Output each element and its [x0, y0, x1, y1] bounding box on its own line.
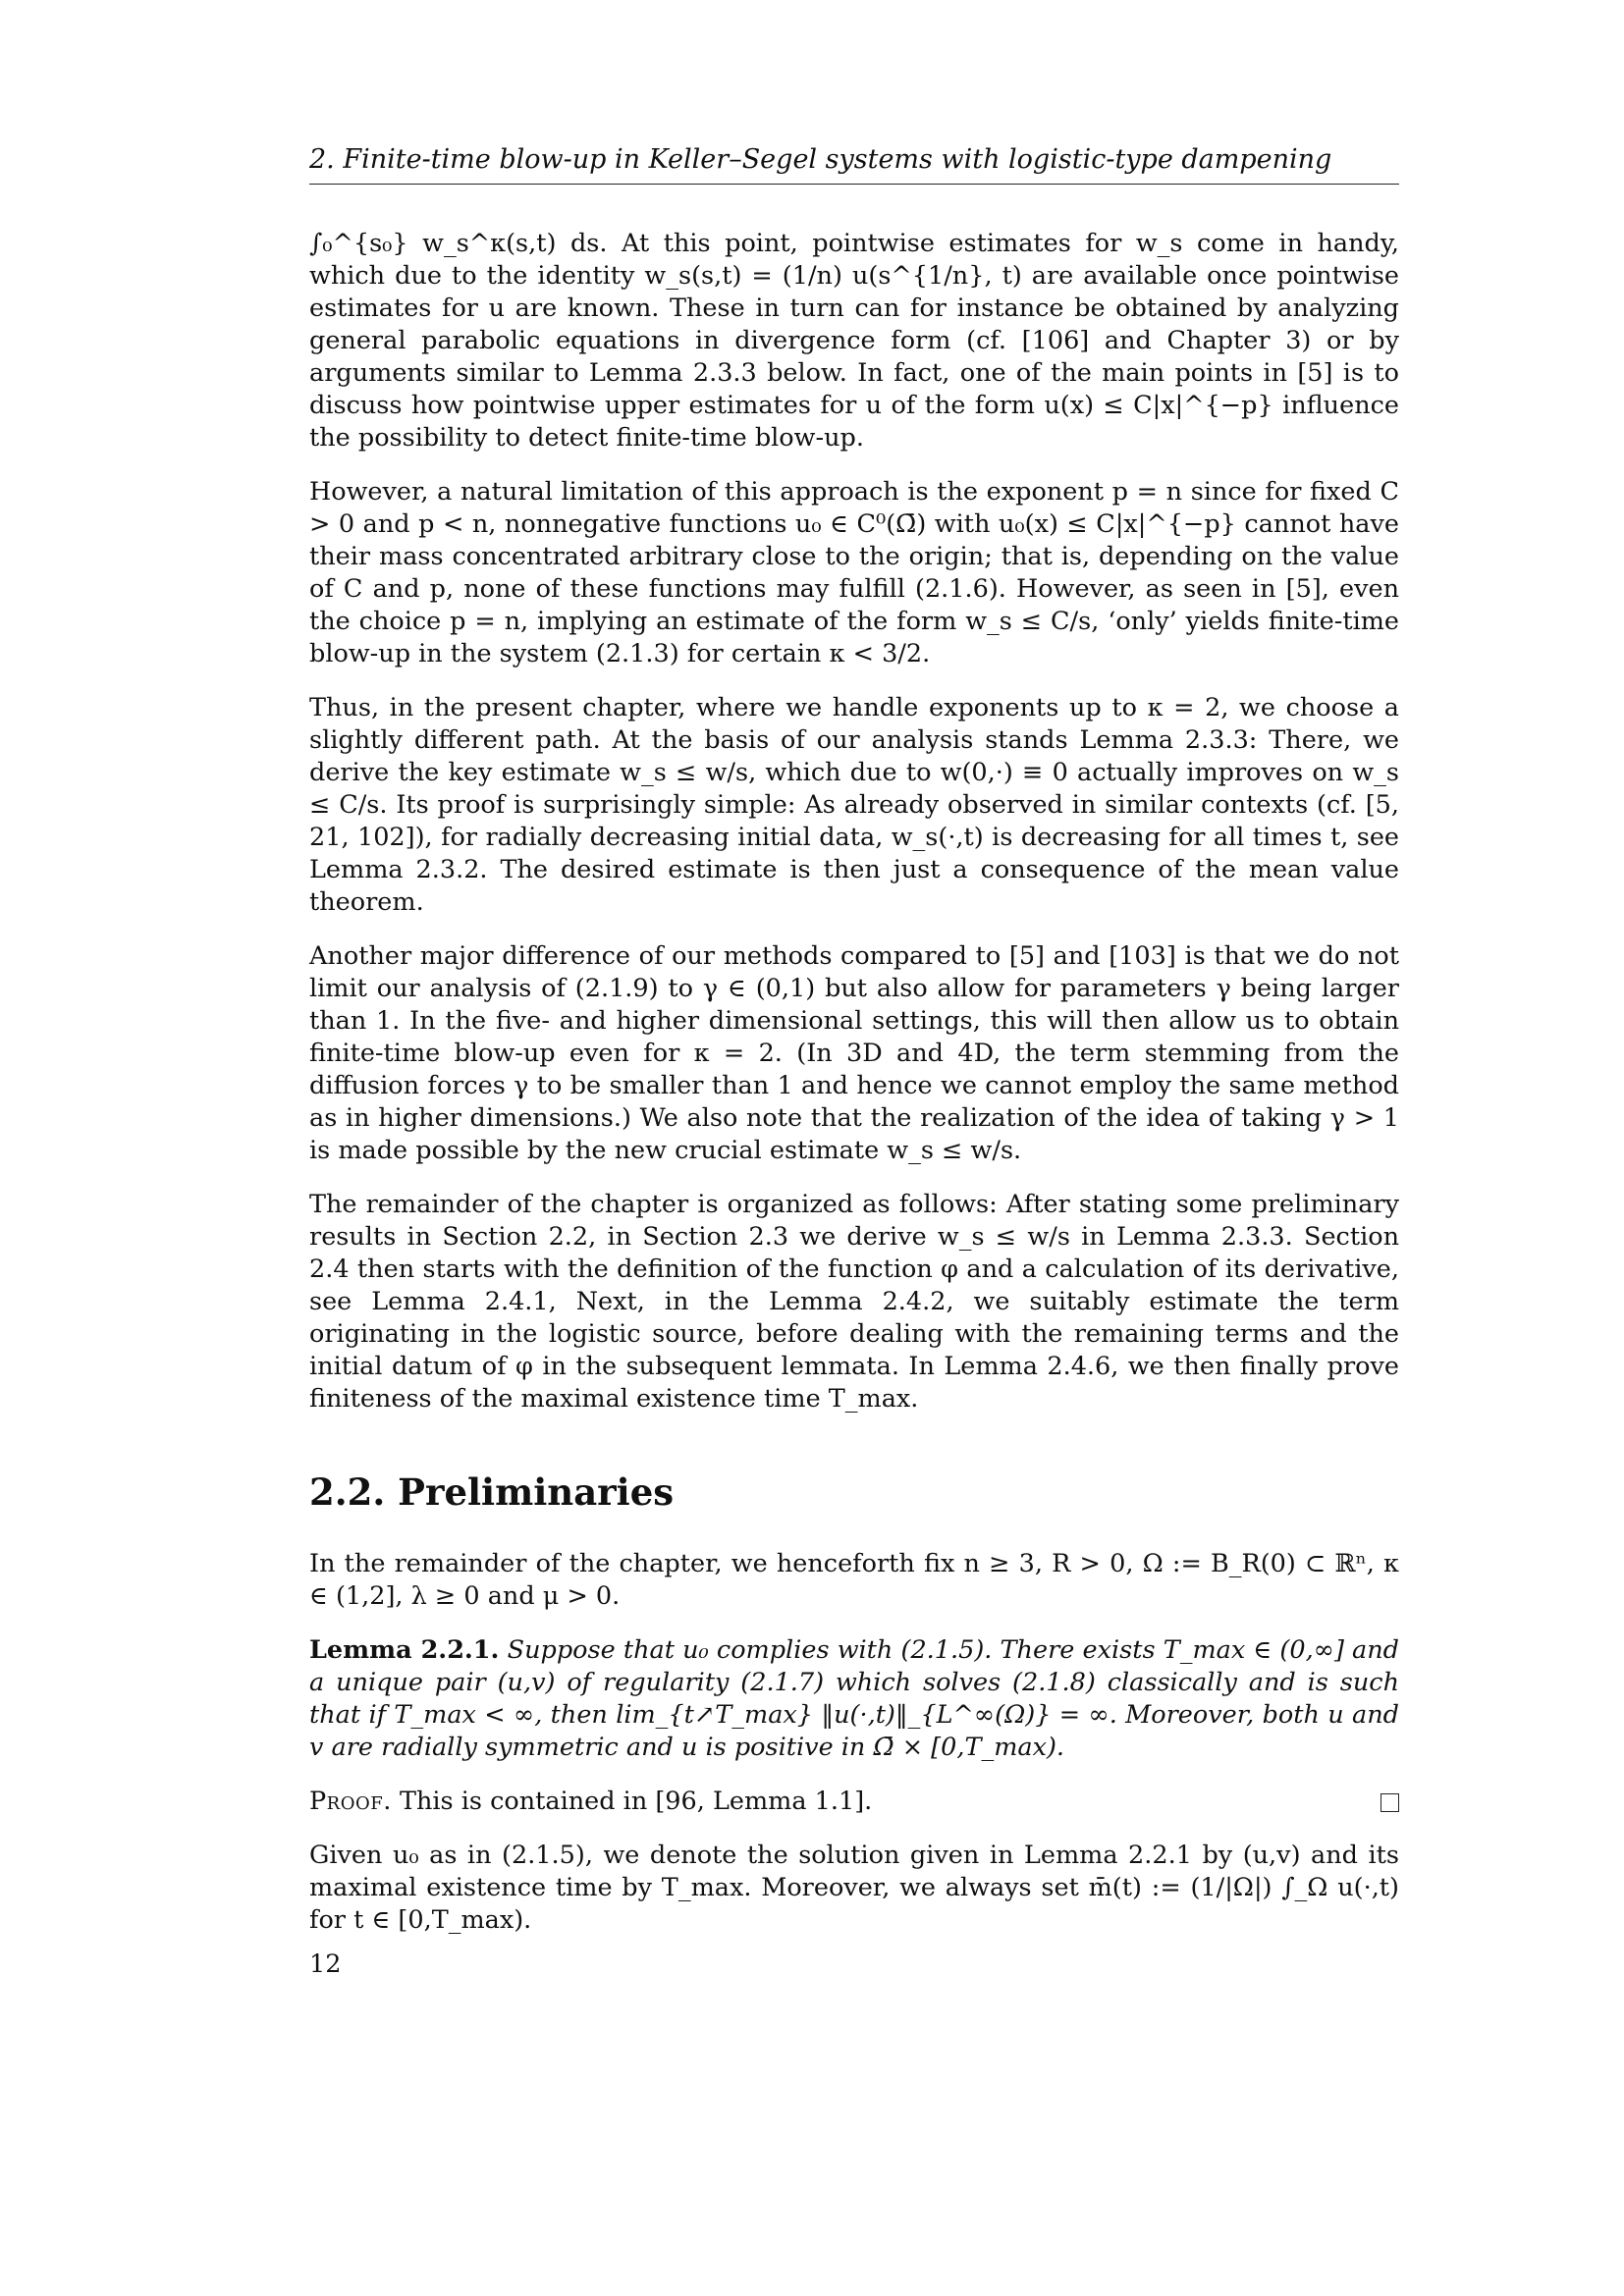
qed-square-icon: [1380, 1793, 1399, 1812]
proof-text: This is contained in [96, Lemma 1.1].: [399, 1787, 873, 1816]
body-paragraph: The remainder of the chapter is organized as follows: After stating some preliminary results in Section 2.2, in Section 2.3 we derive w_s ≤ w/s in Lemma 2.3.3. Section 2.4 then starts with the definition of the function φ and a calculation of its derivative, see Lemma 2.4.1, Next, in the Lemma 2.4.2, we suitably estimate the term originating in the logistic source, before dealing with the remaining terms and the initial datum of φ in the subsequent lemmata. In Lemma 2.4.6, we then finally prove finiteness of the maximal existence time T_max.: [309, 1190, 1399, 1414]
running-header: 2. Finite-time blow-up in Keller–Segel systems with logistic-type dampening: [309, 142, 1399, 185]
body-paragraph: ∫₀^{s₀} w_s^κ(s,t) ds. At this point, pointwise estimates for w_s come in handy, which due to the identity w_s(s,t) = (1/n) u(s^{1/n}, t) are available once pointwise estimates for u are known. These in turn can for instance be obtained by analyzing general parabolic equations in divergence form (cf. [106] and Chapter 3) or by arguments similar to Lemma 2.3.3 below. In fact, one of the main points in [5] is to discuss how pointwise upper estimates for u of the form u(x) ≤ C|x|^{−p} influence the possibility to detect finite-time blow-up.: [309, 229, 1399, 453]
page-number: 12: [309, 1949, 342, 1979]
closing-paragraph: Given u₀ as in (2.1.5), we denote the solution given in Lemma 2.2.1 by (u,v) and its maximal existence time by T_max. Moreover, we always set m̄(t) := (1/|Ω|) ∫_Ω u(·,t) for t ∈ [0,T_max).: [309, 1841, 1399, 1935]
body-paragraph: Thus, in the present chapter, where we handle exponents up to κ = 2, we choose a slightly different path. At the basis of our analysis stands Lemma 2.3.3: There, we derive the key estimate w_s ≤ w/s, which due to w(0,·) ≡ 0 actually improves on w_s ≤ C/s. Its proof is surprisingly simple: As already observed in similar contexts (cf. [5, 21, 102]), for radially decreasing initial data, w_s(·,t) is decreasing for all times t, see Lemma 2.3.2. The desired estimate is then just a consequence of the mean value theorem.: [309, 693, 1399, 917]
lemma-label: Lemma 2.2.1.: [309, 1635, 500, 1665]
body-paragraph: Another major difference of our methods compared to [5] and [103] is that we do not limit our analysis of (2.1.9) to γ ∈ (0,1) but also allow for parameters γ being larger than 1. In the five- and higher dimensional settings, this will then allow us to obtain finite-time blow-up even for κ = 2. (In 3D and 4D, the term stemming from the diffusion forces γ to be smaller than 1 and hence we cannot employ the same method as in higher dimensions.) We also note that the realization of the idea of taking γ > 1 is made possible by the new crucial estimate w_s ≤ w/s.: [309, 941, 1399, 1165]
lemma-block: [309, 1634, 1399, 1764]
lemma-statement: Suppose that u₀ complies with (2.1.5). There exists T_max ∈ (0,∞] and a unique pair (u,v) of regularity (2.1.7) which solves (2.1.8) classically and is such that if T_max < ∞, then lim_{t↗T_max} ‖u(·,t)‖_{L^∞(Ω)} = ∞. Moreover, both u and v are radially symmetric and u is positive in Ω̄ × [0,T_max).: [309, 1635, 1400, 1762]
section-intro: In the remainder of the chapter, we henceforth fix n ≥ 3, R > 0, Ω := B_R(0) ⊂ ℝⁿ, κ ∈ (1,2], λ ≥ 0 and μ > 0.: [309, 1549, 1399, 1611]
body-paragraph: However, a natural limitation of this approach is the exponent p = n since for fixed C > 0 and p < n, nonnegative functions u₀ ∈ C⁰(Ω̄) with u₀(x) ≤ C|x|^{−p} cannot have their mass concentrated arbitrary close to the origin; that is, depending on the value of C and p, none of these functions may fulfill (2.1.6). However, as seen in [5], even the choice p = n, implying an estimate of the form w_s ≤ C/s, ‘only’ yields finite-time blow-up in the system (2.1.3) for certain κ < 3/2.: [309, 477, 1399, 668]
proof-label: Proof.: [309, 1787, 392, 1816]
section-heading: 2.2. Preliminaries: [309, 1470, 675, 1514]
main-text-column: [309, 228, 1399, 1958]
proof-block: [309, 1786, 1399, 1818]
